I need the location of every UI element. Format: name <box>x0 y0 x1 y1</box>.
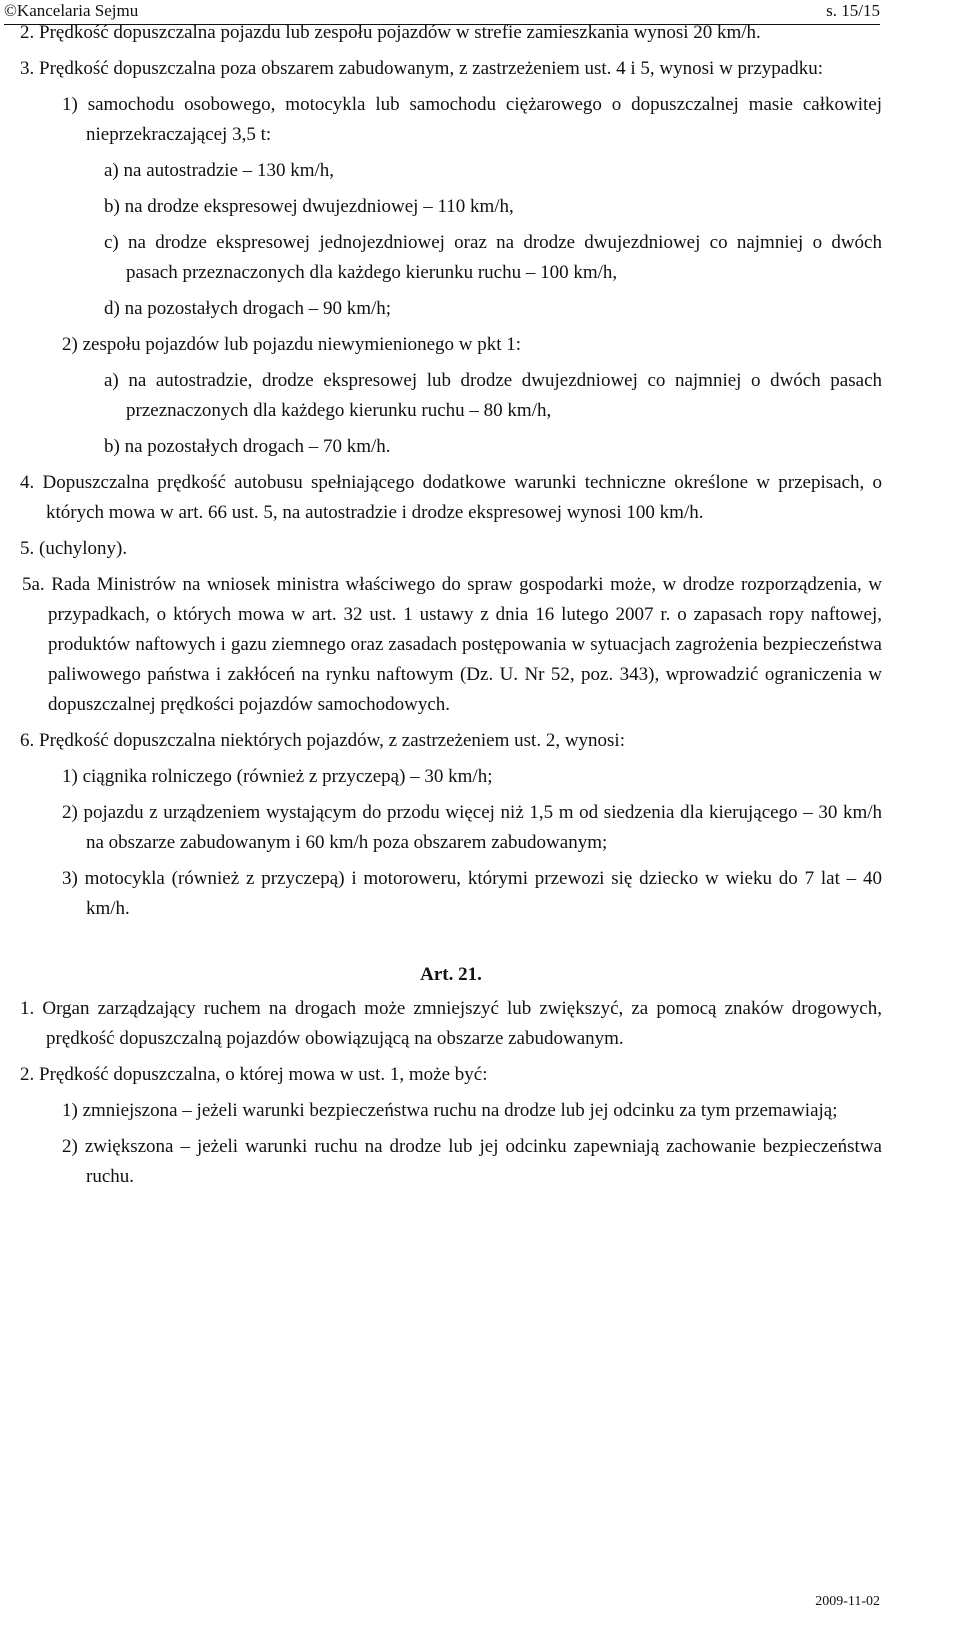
paragraph-3: 3. Prędkość dopuszczalna poza obszarem zabudowanym, z zastrzeżeniem ust. 4 i 5, wynosi w przypadku: <box>20 58 824 79</box>
article-21-point-2: 2) zwiększona – jeżeli warunki ruchu na drodze lub jej odcinku zapewniają zachowanie bezpieczeństwa ruchu. <box>62 1136 882 1187</box>
paragraph-6-point-2: 2) pojazdu z urządzeniem wystającym do przodu więcej niż 1,5 m od siedzenia dla kierującego – 30 km/h na obszarze zabudowanym i 60 km/h poza obszarem zabudowanym; <box>62 802 882 853</box>
paragraph-3-point-1b: b) na drodze ekspresowej dwujezdniowej – 110 km/h, <box>104 196 514 217</box>
paragraph-2: 2. Prędkość dopuszczalna pojazdu lub zespołu pojazdów w strefie zamieszkania wynosi 20 km/h. <box>20 22 761 43</box>
paragraph-3-point-2b: b) na pozostałych drogach – 70 km/h. <box>104 436 391 457</box>
paragraph-3-point-1c: c) na drodze ekspresowej jednojezdniowej oraz na drodze dwujezdniowej co najmniej o dwóch pasach przeznaczonych dla każdego kierunku ruchu – 100 km/h, <box>104 232 882 283</box>
copyright-label: ©Kancelaria Sejmu <box>4 1 139 20</box>
document-body <box>20 18 882 1192</box>
paragraph-4: 4. Dopuszczalna prędkość autobusu spełniającego dodatkowe warunki techniczne określone w przepisach, o których mowa w art. 66 ust. 5, na autostradzie i drodze ekspresowej wynosi 100 km/h. <box>20 472 882 523</box>
paragraph-3-point-2a: a) na autostradzie, drodze ekspresowej lub drodze dwujezdniowej co najmniej o dwóch pasach przeznaczonych dla każdego kierunku ruchu – 80 km/h, <box>104 370 882 421</box>
paragraph-6-point-3: 3) motocykla (również z przyczepą) i motoroweru, którymi przewozi się dziecko w wieku do 7 lat – 40 km/h. <box>62 868 882 919</box>
paragraph-3-point-1: 1) samochodu osobowego, motocykla lub samochodu ciężarowego o dopuszczalnej masie całkowitej nieprzekraczającej 3,5 t: <box>62 94 882 145</box>
article-21-paragraph-1: 1. Organ zarządzający ruchem na drogach może zmniejszyć lub zwiększyć, za pomocą znaków drogowych, prędkość dopuszczalną pojazdów obowiązującą na obszarze zabudowanym. <box>20 998 882 1049</box>
paragraph-3-point-2: 2) zespołu pojazdów lub pojazdu niewymienionego w pkt 1: <box>62 334 522 355</box>
paragraph-6: 6. Prędkość dopuszczalna niektórych pojazdów, z zastrzeżeniem ust. 2, wynosi: <box>20 730 625 751</box>
paragraph-5a: 5a. Rada Ministrów na wniosek ministra właściwego do spraw gospodarki może, w drodze rozporządzenia, w przypadkach, o których mowa w art. 32 ust. 1 ustawy z dnia 16 lutego 2007 r. o zapasach ropy naftowej, produktów naftowych i gazu ziemnego oraz zasadach postępowania w sytuacjach zagrożenia bezpieczeństwa paliwowego państwa i zakłóceń na rynku naftowym (Dz. U. Nr 52, poz. 343), wprowadzić ograniczenia w dopuszczalnej prędkości pojazdów samochodowych. <box>22 574 882 715</box>
article-heading: Art. 21. <box>420 964 482 985</box>
paragraph-3-point-1a: a) na autostradzie – 130 km/h, <box>104 160 335 181</box>
paragraph-6-point-1: 1) ciągnika rolniczego (również z przyczepą) – 30 km/h; <box>62 766 493 787</box>
article-21-paragraph-2: 2. Prędkość dopuszczalna, o której mowa w ust. 1, może być: <box>20 1064 488 1085</box>
page-number: s. 15/15 <box>826 1 880 20</box>
paragraph-3-point-1d: d) na pozostałych drogach – 90 km/h; <box>104 298 392 319</box>
paragraph-5: 5. (uchylony). <box>20 538 128 559</box>
page-footer-date: 2009-11-02 <box>815 1594 880 1609</box>
article-21-point-1: 1) zmniejszona – jeżeli warunki bezpieczeństwa ruchu na drodze lub jej odcinku za tym przemawiają; <box>62 1100 838 1121</box>
